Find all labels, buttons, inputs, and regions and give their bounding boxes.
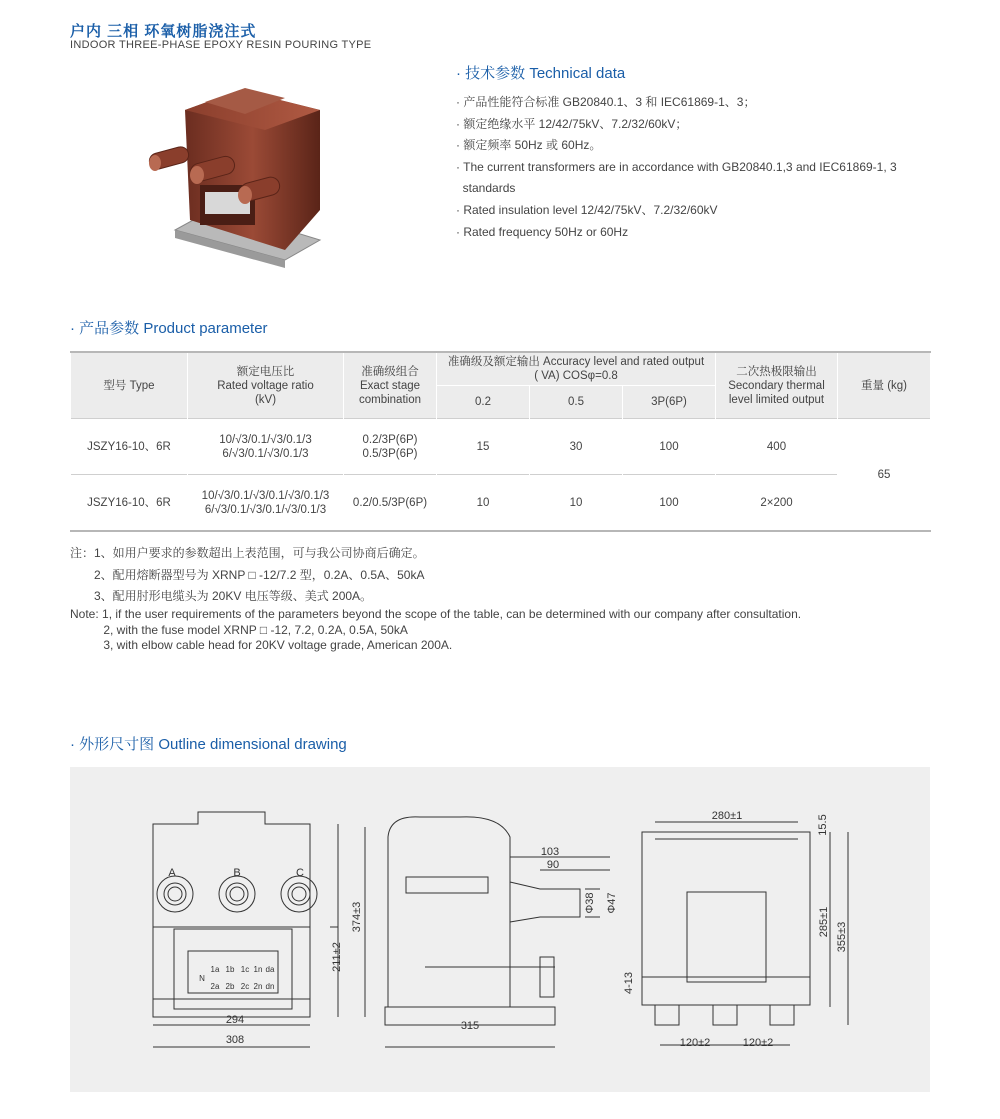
header-type: 型号 Type	[71, 352, 188, 419]
tech-item: · Rated insulation level 12/42/75kV、7.2/32/60kV	[456, 202, 718, 217]
header-ratio: 额定电压比 Rated voltage ratio (kV)	[188, 352, 344, 419]
page-title-en: INDOOR THREE-PHASE EPOXY RESIN POURING TYPE	[70, 39, 372, 51]
terminal-1a: 1a	[210, 965, 220, 974]
cell-acc-02: 15	[437, 419, 530, 475]
cell-acc-3p: 100	[623, 475, 716, 532]
note-line: 2, with the fuse model XRNP □ -12, 7.2, 0.2A, 0.5A, 50kA	[70, 622, 408, 637]
terminal-2a: 2a	[210, 982, 220, 991]
outline-drawing	[70, 767, 930, 1092]
dim-90: 90	[546, 859, 560, 871]
drawing-area	[70, 767, 930, 1092]
parameter-table	[70, 351, 931, 532]
dim-308: 308	[225, 1034, 245, 1046]
note-line: Note: 1, if the user requirements of the parameters beyond the scope of the table, can be determined with our company after consultation.	[70, 607, 802, 621]
drawing-title: · 外形尺寸图 Outline dimensional drawing	[70, 736, 347, 753]
cell-ratio: 10/√3/0.1/√3/0.1/3 6/√3/0.1/√3/0.1/3	[188, 419, 344, 475]
note-line: 3、配用肘形电缆头为 20KV 电压等级、美式 200A。	[70, 589, 373, 604]
dim-285: 285±1	[818, 906, 830, 938]
note-line: 3, with elbow cable head for 20KV voltage grade, American 200A.	[70, 638, 453, 652]
notes-en	[70, 607, 801, 654]
cell-type: JSZY16-10、6R	[71, 475, 188, 532]
terminal-1b: 1b	[225, 965, 235, 974]
cell-acc-3p: 100	[623, 419, 716, 475]
terminal-dn: dn	[265, 982, 275, 991]
terminal-n: N	[199, 974, 205, 983]
table-row	[71, 475, 931, 532]
tech-item: · 产品性能符合标准 GB20840.1、3 和 IEC61869-1、3；	[456, 95, 756, 109]
table-row	[71, 419, 931, 475]
dim-211: 211±2	[331, 942, 343, 972]
dim-355: 355±3	[836, 921, 848, 953]
dim-120-a: 120±2	[679, 1037, 711, 1049]
label-b: B	[233, 867, 241, 879]
dim-374: 374±3	[351, 901, 363, 933]
dim-120-b: 120±2	[742, 1037, 774, 1049]
terminal-2b: 2b	[225, 982, 235, 991]
cell-weight: 65	[838, 419, 931, 532]
label-a: A	[168, 867, 176, 879]
product-title: · 产品参数 Product parameter	[70, 320, 268, 337]
cell-type: JSZY16-10、6R	[71, 419, 188, 475]
dim-280: 280±1	[711, 810, 743, 822]
terminal-da: da	[265, 965, 275, 974]
terminal-2c: 2c	[240, 982, 250, 991]
terminal-2n: 2n	[253, 982, 263, 991]
terminal-1c: 1c	[240, 965, 250, 974]
dim-15-5: 15.5	[817, 814, 829, 836]
cell-thermal: 2×200	[716, 475, 838, 532]
tech-item: · 额定绝缘水平 12/42/75kV、7.2/32/60kV；	[456, 116, 688, 131]
cell-acc-05: 30	[530, 419, 623, 475]
tech-item: standards	[456, 181, 516, 196]
header-thermal: 二次热极限输出 Secondary thermal level limited output	[716, 352, 838, 419]
tech-list	[456, 92, 897, 243]
cell-thermal: 400	[716, 419, 838, 475]
cell-combination: 0.2/3P(6P) 0.5/3P(6P)	[344, 419, 437, 475]
cell-combination: 0.2/0.5/3P(6P)	[344, 475, 437, 532]
tech-item: · 额定频率 50Hz 或 60Hz。	[456, 138, 602, 153]
product-photo	[145, 80, 335, 280]
header-acc-02: 0.2	[437, 386, 530, 419]
page-title-cn: 户内 三相 环氧树脂浇注式	[70, 23, 257, 40]
note-line: 2、配用熔断器型号为 XRNP □ -12/7.2 型，0.2A、0.5A、50kA	[70, 567, 425, 582]
tech-item: · Rated frequency 50Hz or 60Hz	[456, 224, 629, 239]
dim-47: Φ47	[606, 892, 618, 914]
notes-cn	[70, 543, 425, 608]
header-accuracy: 准确级及额定输出 Accuracy level and rated output ( VA) COSφ=0.8	[437, 352, 716, 386]
dim-294: 294	[225, 1014, 245, 1026]
header-weight: 重量 (kg)	[838, 352, 931, 419]
cell-ratio: 10/√3/0.1/√3/0.1/√3/0.1/3 6/√3/0.1/√3/0.1/√3/0.1/3	[188, 475, 344, 532]
tech-item: · The current transformers are in accordance with GB20840.1,3 and IEC61869-1, 3	[456, 159, 897, 174]
tech-title: · 技术参数 Technical data	[456, 65, 626, 82]
dim-4-13: 4-13	[623, 971, 635, 995]
cell-acc-05: 10	[530, 475, 623, 532]
header-acc-3p: 3P(6P)	[623, 386, 716, 419]
dim-315: 315	[460, 1020, 480, 1032]
dim-38: Φ38	[584, 892, 596, 914]
label-c: C	[296, 867, 304, 879]
note-line: 注：1、如用户要求的参数超出上表范围，可与我公司协商后确定。	[70, 546, 425, 560]
cell-acc-02: 10	[437, 475, 530, 532]
terminal-1n: 1n	[253, 965, 263, 974]
dim-103: 103	[540, 846, 560, 858]
header-combination: 准确级组合 Exact stage combination	[344, 352, 437, 419]
header-acc-05: 0.5	[530, 386, 623, 419]
